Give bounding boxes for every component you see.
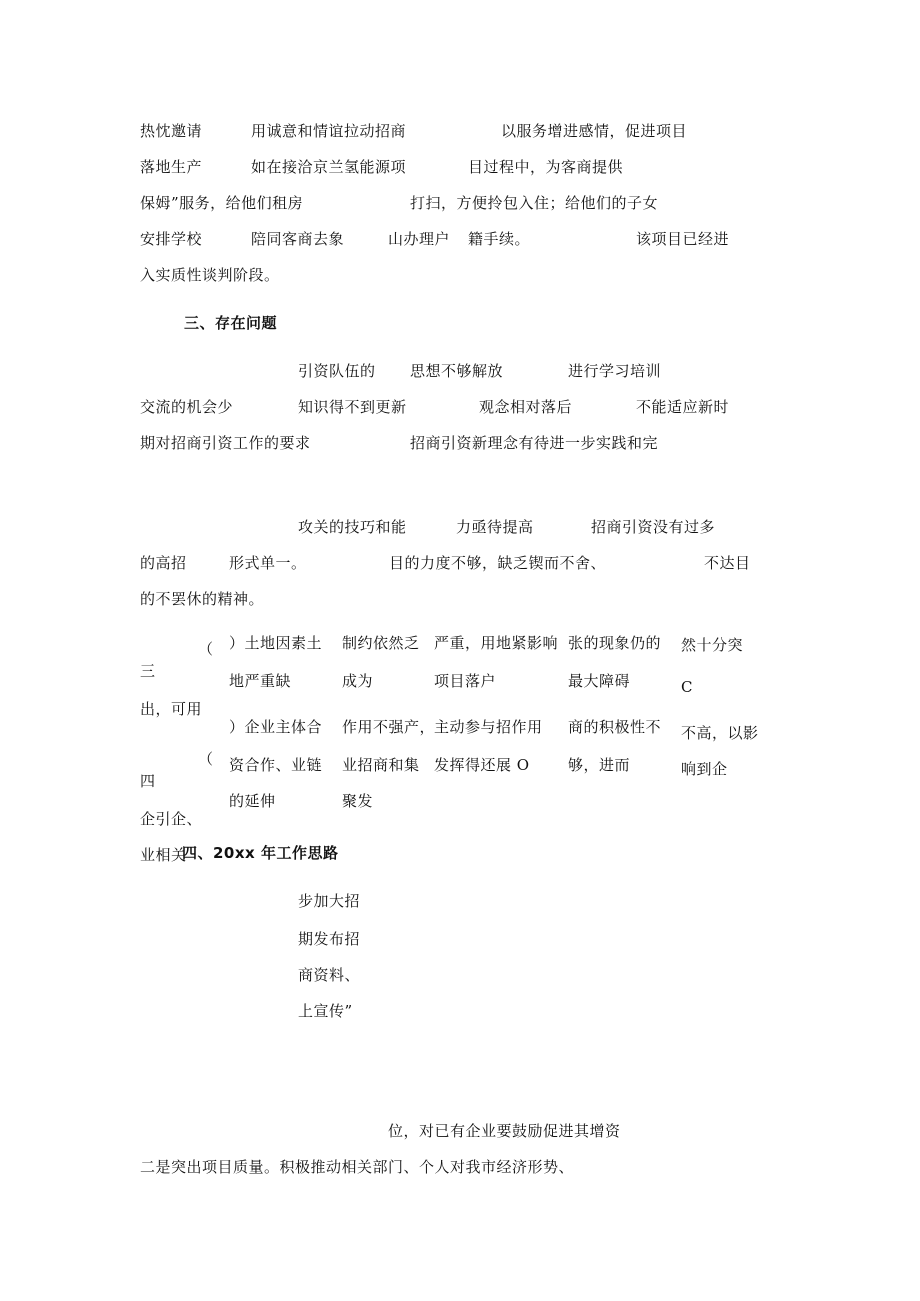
p2-l2-d: 不能适应新时 bbox=[636, 398, 730, 416]
p4-l2: 二是突出项目质量。积极推动相关部门、个人对我市经济形势、 bbox=[140, 1158, 575, 1176]
table-left-4: 企引企、 bbox=[140, 810, 203, 828]
p1-l4-a: 安排学校 bbox=[140, 230, 203, 248]
p3-l1-c: 招商引资没有过多 bbox=[591, 518, 716, 536]
row1-c5-a: 然十分突 bbox=[681, 636, 744, 654]
row2-c5-a: 不高，以影 bbox=[681, 724, 759, 742]
p1-l4-d: 籍手续。 bbox=[468, 230, 531, 248]
p1-l2-c: 目过程中，为客商提供 bbox=[468, 158, 624, 176]
row2-c3-b: 发挥得还展 O bbox=[434, 756, 530, 774]
row2-c1-c: 的延伸 bbox=[229, 792, 276, 810]
paren-1: （ bbox=[198, 640, 214, 658]
p2-l3-a: 期对招商引资工作的要求 bbox=[140, 434, 311, 452]
p2-l1-a: 引资队伍的 bbox=[298, 362, 376, 380]
p1-l1-c: 以服务增进感情，促进项目 bbox=[501, 122, 688, 140]
row1-c1-a: ）土地因素土 bbox=[229, 634, 323, 652]
p1-l4-b: 陪同客商去象 bbox=[251, 230, 345, 248]
p2-l2-a: 交流的机会少 bbox=[140, 398, 234, 416]
table-left-2: 出，可用 bbox=[140, 700, 203, 718]
p2-l1-b: 思想不够解放 bbox=[410, 362, 504, 380]
list-item-4: 上宣传” bbox=[298, 1002, 353, 1020]
p1-l2-a: 落地生产 bbox=[140, 158, 203, 176]
list-item-1: 步加大招 bbox=[298, 892, 361, 910]
p1-l3-b: 打扫，方便拎包入住；给他们的子女 bbox=[410, 194, 659, 212]
p4-l1: 位，对已有企业要鼓励促进其增资 bbox=[388, 1122, 621, 1140]
row1-c5-b: C bbox=[681, 678, 693, 696]
section4-heading: 四、20xx 年工作思路 bbox=[182, 844, 339, 862]
p2-l2-c: 观念相对落后 bbox=[479, 398, 573, 416]
row1-c2-a: 制约依然乏 bbox=[342, 634, 420, 652]
p1-l5: 入实质性谈判阶段。 bbox=[140, 266, 280, 284]
row2-c1-b: 资合作、业链 bbox=[229, 756, 323, 774]
p3-l2-c: 目的力度不够，缺乏锲而不舍、 bbox=[389, 554, 607, 572]
row2-c1-a: ）企业主体合 bbox=[229, 718, 323, 736]
p1-l1-a: 热忱邀请 bbox=[140, 122, 203, 140]
p1-l1-b: 用诚意和情谊拉动招商 bbox=[251, 122, 407, 140]
list-item-2: 期发布招 bbox=[298, 930, 361, 948]
row2-c2-b: 业招商和集 bbox=[342, 756, 420, 774]
p3-l2-b: 形式单一。 bbox=[229, 554, 307, 572]
row1-c1-b: 地严重缺 bbox=[229, 672, 292, 690]
row2-c3-a: 主动参与招作用 bbox=[434, 718, 543, 736]
row2-c2-a: 作用不强产， bbox=[342, 718, 436, 736]
list-item-3: 商资料、 bbox=[298, 966, 361, 984]
p1-l2-b: 如在接洽京兰氢能源项 bbox=[251, 158, 407, 176]
p1-l4-c: 山办理户 bbox=[388, 230, 451, 248]
p3-l1-b: 力亟待提高 bbox=[456, 518, 534, 536]
table-left-3: 四 bbox=[140, 772, 156, 790]
paren-2: （ bbox=[198, 750, 214, 768]
row2-c5-b: 响到企 bbox=[681, 760, 728, 778]
p1-l3-a: 保姆”服务，给他们租房 bbox=[140, 194, 304, 212]
p2-l2-b: 知识得不到更新 bbox=[298, 398, 407, 416]
row2-c2-c: 聚发 bbox=[342, 792, 374, 810]
p1-l4-e: 该项目已经进 bbox=[636, 230, 730, 248]
p3-l1-a: 攻关的技巧和能 bbox=[298, 518, 407, 536]
table-left-1: 三 bbox=[140, 662, 156, 680]
row2-c4-a: 商的积极性不 bbox=[568, 718, 662, 736]
row1-c4-a: 张的现象仍的 bbox=[568, 634, 662, 652]
p2-l3-b: 招商引资新理念有待进一步实践和完 bbox=[410, 434, 659, 452]
p2-l1-c: 进行学习培训 bbox=[568, 362, 662, 380]
row1-c3-a: 严重，用地紧影响 bbox=[434, 634, 559, 652]
row1-c3-b: 项目落户 bbox=[434, 672, 497, 690]
table-left-5: 业相关 bbox=[140, 846, 187, 864]
p3-l2-a: 的高招 bbox=[140, 554, 187, 572]
section3-heading: 三、存在问题 bbox=[184, 314, 278, 332]
row2-c4-b: 够，进而 bbox=[568, 756, 631, 774]
p3-l2-d: 不达目 bbox=[704, 554, 751, 572]
p3-l3: 的不罢休的精神。 bbox=[140, 590, 265, 608]
row1-c2-b: 成为 bbox=[342, 672, 374, 690]
row1-c4-b: 最大障碍 bbox=[568, 672, 631, 690]
